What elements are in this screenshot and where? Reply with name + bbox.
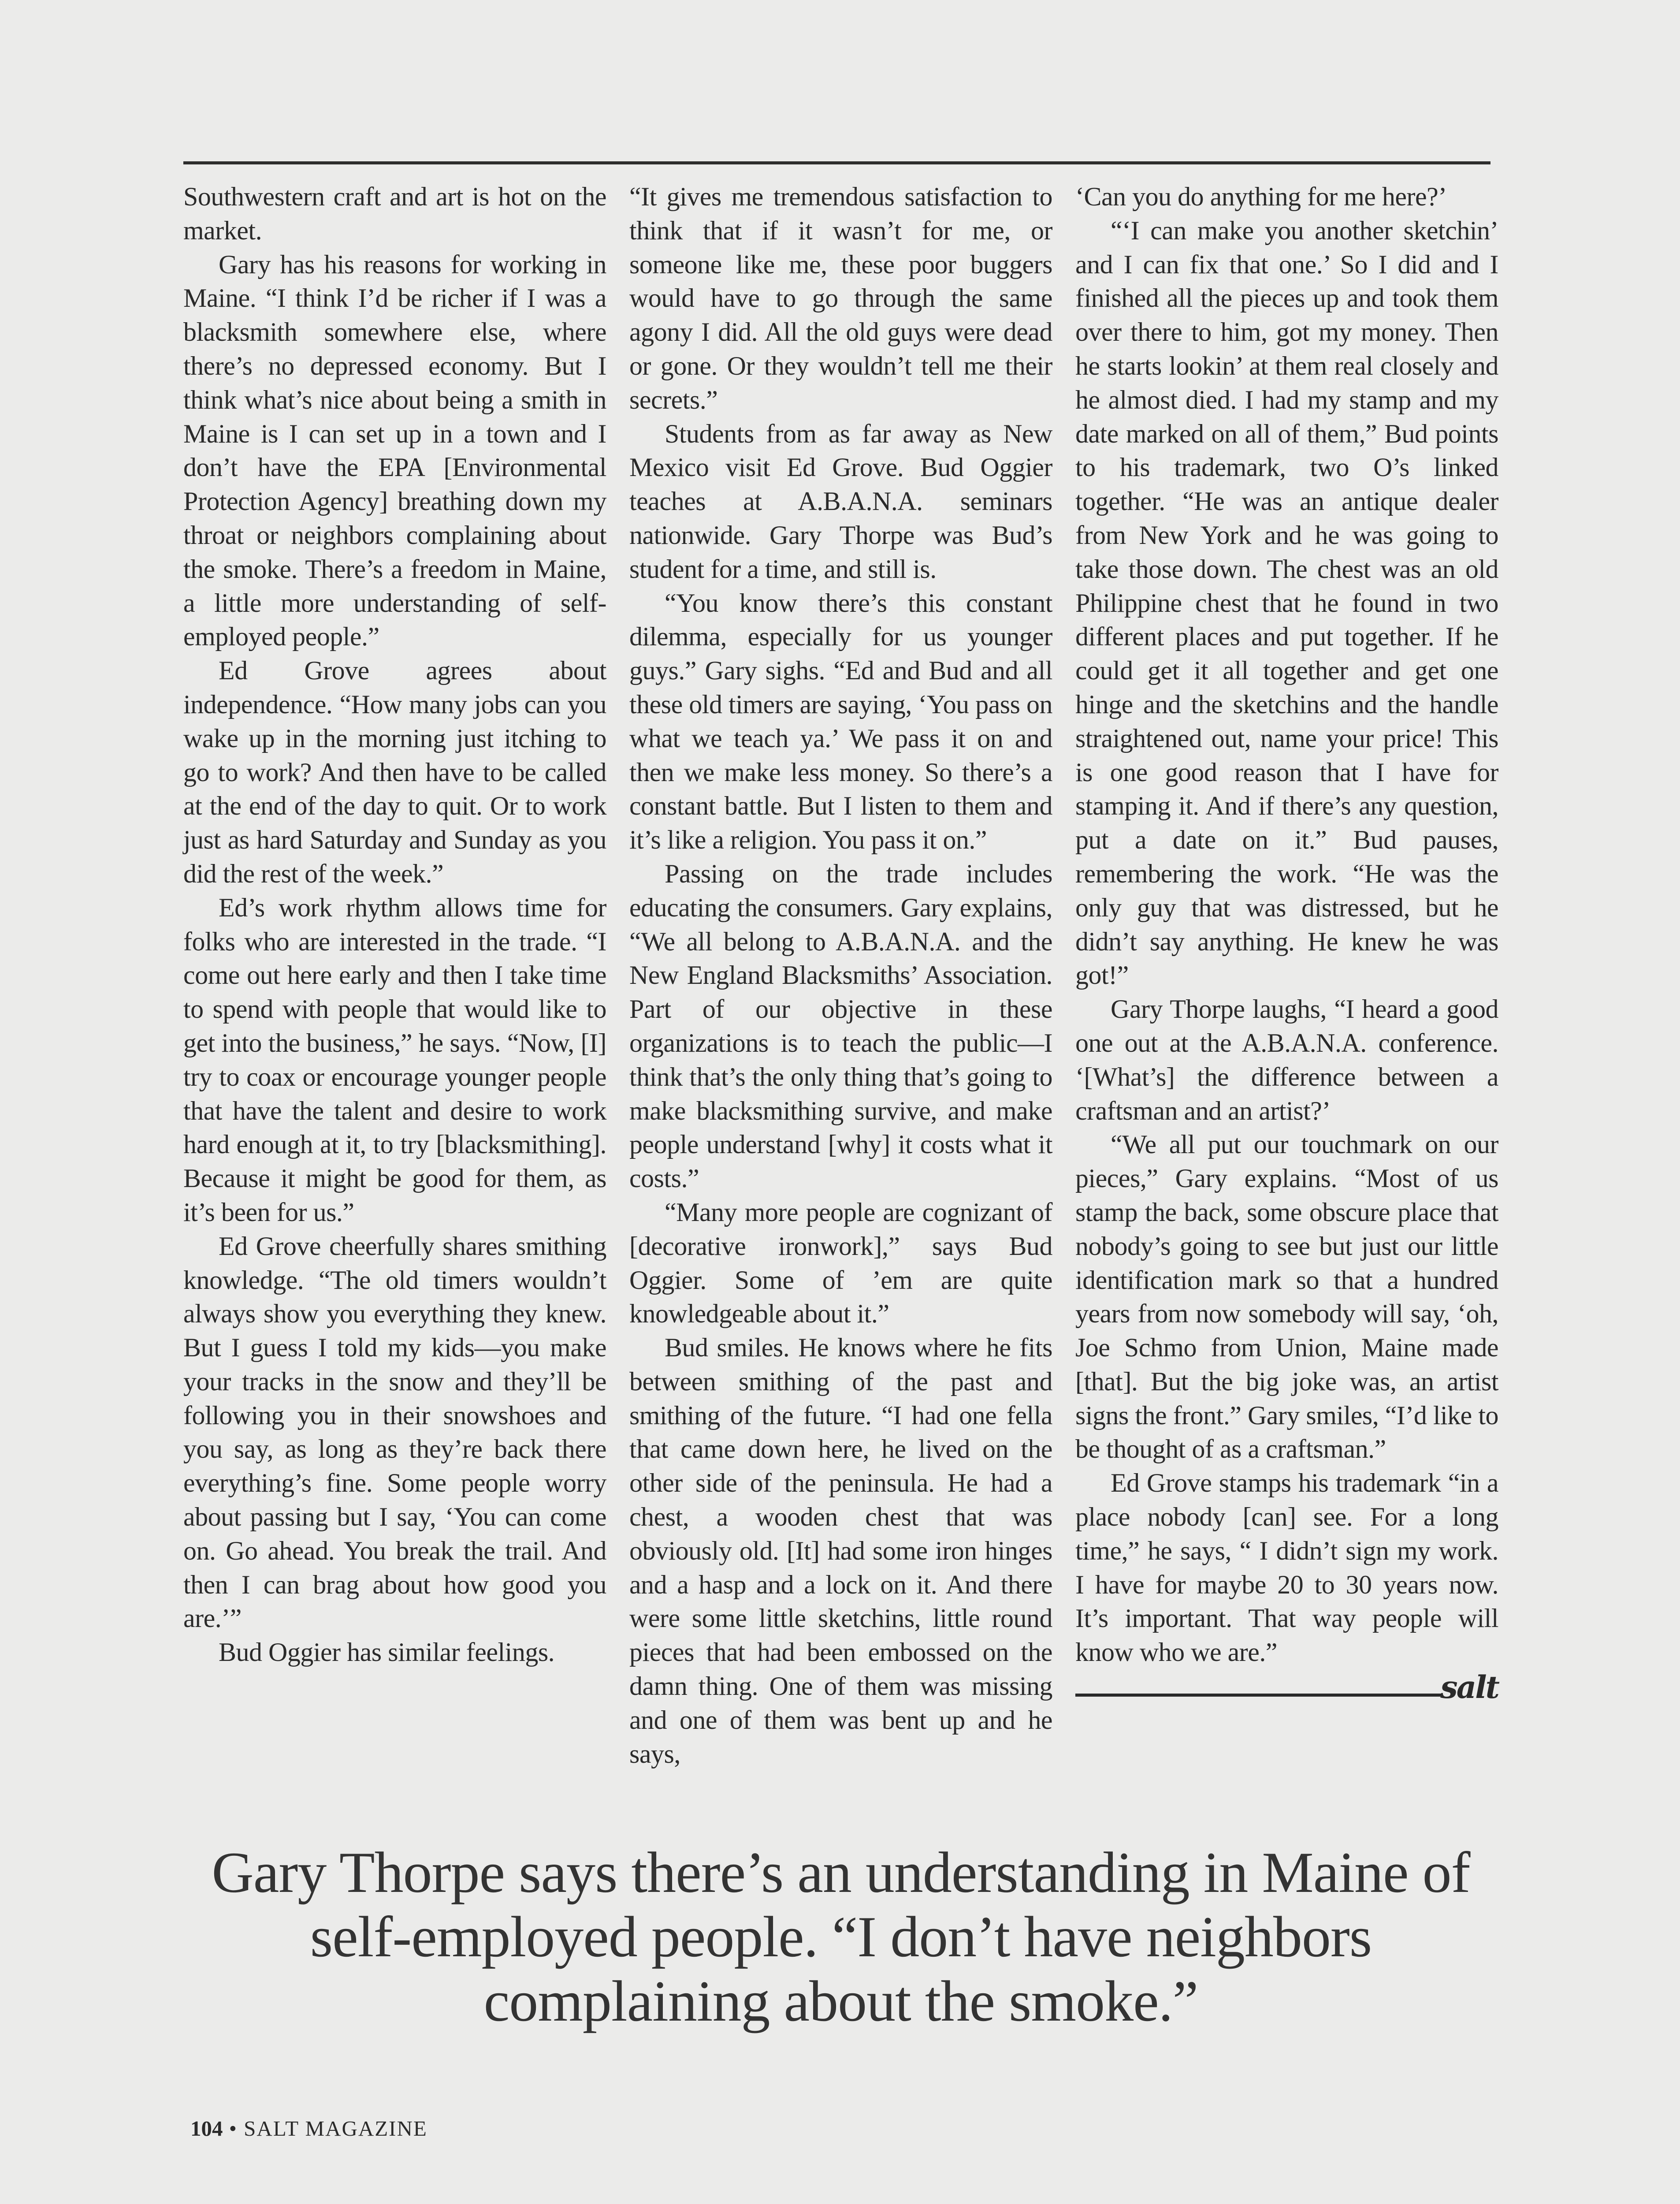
paragraph: Ed’s work rhythm allows time for folks who are interested in the trade. “I come out here early and then I take time to spend with people that would like to get into the business,” he says. “Now, [I] try to coax or encourage younger people that have the talent and desire to work hard enough at it, to try [blacksmithing]. Because it might be good for them, as it’s been for us.” [183,893,606,1227]
page-footer [190,2116,427,2141]
paragraph: Passing on the trade includes educating the consumers. Gary explains, “We all belong to A.B.A.N.A. and the New England Blacksmiths’ Association. Part of our objective in these organizations is to teach the public—I think that’s the only thing that’s going to make blacksmithing survive, and make people understand [why] it costs what it costs.” [629,859,1052,1193]
paragraph: “‘I can make you another sketchin’ and I can fix that one.’ So I did and I finished all the pieces up and took them over there to him, got my money. Then he starts lookin’ at them real closely and he almost died. I had my stamp and my date marked on all of them,” Bud points to his trademark, two O’s linked together. “He was an antique dealer from New York and he was going to take those down. The chest was an old Philippine chest that he found in two different places and put together. If he could get it all together and get one hinge and the sketchins and the handle straightened out, name your price! This is one good reason that I have for stamping it. And if there’s any question, put a date on it.” Bud pauses, remembering the work. “He was the only guy that was distressed, but he didn’t say anything. He knew he was got!” [1075,216,1498,990]
paragraph: Bud smiles. He knows where he fits between smithing of the past and smithing of the future. “I had one fella that came down here, he lived on the other side of the peninsula. He had a chest, a wooden chest that was obviously old. [It] had some iron hinges and a hasp and a lock on it. And there were some little sketchins, little round pieces that had been embossed on the damn thing. One of them was missing and one of them was bent up and he says, [629,1333,1052,1768]
publication-name: SALT MAGAZINE [244,2116,427,2141]
paragraph: Students from as far away as New Mexico visit Ed Grove. Bud Oggier teaches at A.B.A.N.A. seminars nationwide. Gary Thorpe was Bud’s student for a time, and still is. [629,419,1052,584]
top-rule [183,161,1490,164]
paragraph: “We all put our touchmark on our pieces,” Gary explains. “Most of us stamp the back, some obscure place that nobody’s going to see but just our little identification mark so that a hundred years from now somebody will say, ‘oh, Joe Schmo from Union, Maine made [that]. But the big joke was, an artist signs the front.” Gary smiles, “I’d like to be thought of as a craftsman.” [1075,1130,1498,1464]
paragraph: “It gives me tremendous satisfaction to think that if it wasn’t for me, or someone like me, these poor buggers would have to go through the same agony I did. All the old guys were dead or gone. Or they wouldn’t tell me their secrets.” [629,182,1052,414]
paragraph: Ed Grove cheerfully shares smithing knowledge. “The old timers wouldn’t always show you everything they knew. But I guess I told my kids—you make your tracks in the snow and they’ll be following you in their snowshoes and you say, as long as they’re back there everything’s fine. Some people worry about passing but I say, ‘You can come on. Go ahead. You break the trail. And then I can brag about how good you are.’” [183,1231,606,1633]
paragraph: “Many more people are cognizant of [decorative ironwork],” says Bud Oggier. Some of ’em are quite knowledgeable about it.” [629,1197,1052,1329]
pull-quote: Gary Thorpe says there’s an understanding in Maine of self-employed people. “I don’t have neighbors complaining about the smoke.” [212,1840,1470,2033]
end-rule [1075,1694,1442,1697]
paragraph: Gary has his reasons for working in Maine. “I think I’d be richer if I was a blacksmith somewhere else, where there’s no depressed economy. But I think what’s nice about being a smith in Maine is I can set up in a town and I don’t have the EPA [Environmental Protection Agency] breathing down my throat or neighbors complaining about the smoke. There’s a freedom in Maine, a little more understanding of self-employed people.” [183,249,606,652]
paragraph: Ed Grove agrees about independence. “How many jobs can you wake up in the morning just itching to go to work? And then have to be called at the end of the day to quit. Or to work just as hard Saturday and Sunday as you did the rest of the week.” [183,656,606,888]
article-body [183,180,1498,1811]
salt-logo-icon: salt [1440,1669,1498,1706]
column-3 [1075,180,1498,1811]
paragraph: Gary Thorpe laughs, “I heard a good one out at the A.B.A.N.A. conference. ‘[What’s] the difference between a craftsman and an artist?’ [1075,994,1498,1125]
page-number: 104 [190,2116,223,2141]
column-1 [183,180,606,1811]
paragraph: Bud Oggier has similar feelings. [219,1638,555,1667]
paragraph: ‘Can you do anything for me here?’ [1075,182,1447,211]
article-end-mark [1075,1669,1498,1706]
paragraph: Southwestern craft and art is hot on the market. [183,182,606,245]
column-2 [629,180,1052,1811]
separator-bullet: • [229,2116,238,2141]
paragraph: Ed Grove stamps his trademark “in a place nobody [can] see. For a long time,” he says, “ I didn’t sign my work. I have for maybe 20 to 30 years now. It’s important. That way people will know who we are.” [1075,1468,1498,1667]
paragraph: “You know there’s this constant dilemma, especially for us younger guys.” Gary sighs. “Ed and Bud and all these old timers are saying, ‘You pass on what we teach ya.’ We pass it on and then we make less money. So there’s a constant battle. But I listen to them and it’s like a religion. You pass it on.” [629,588,1052,855]
